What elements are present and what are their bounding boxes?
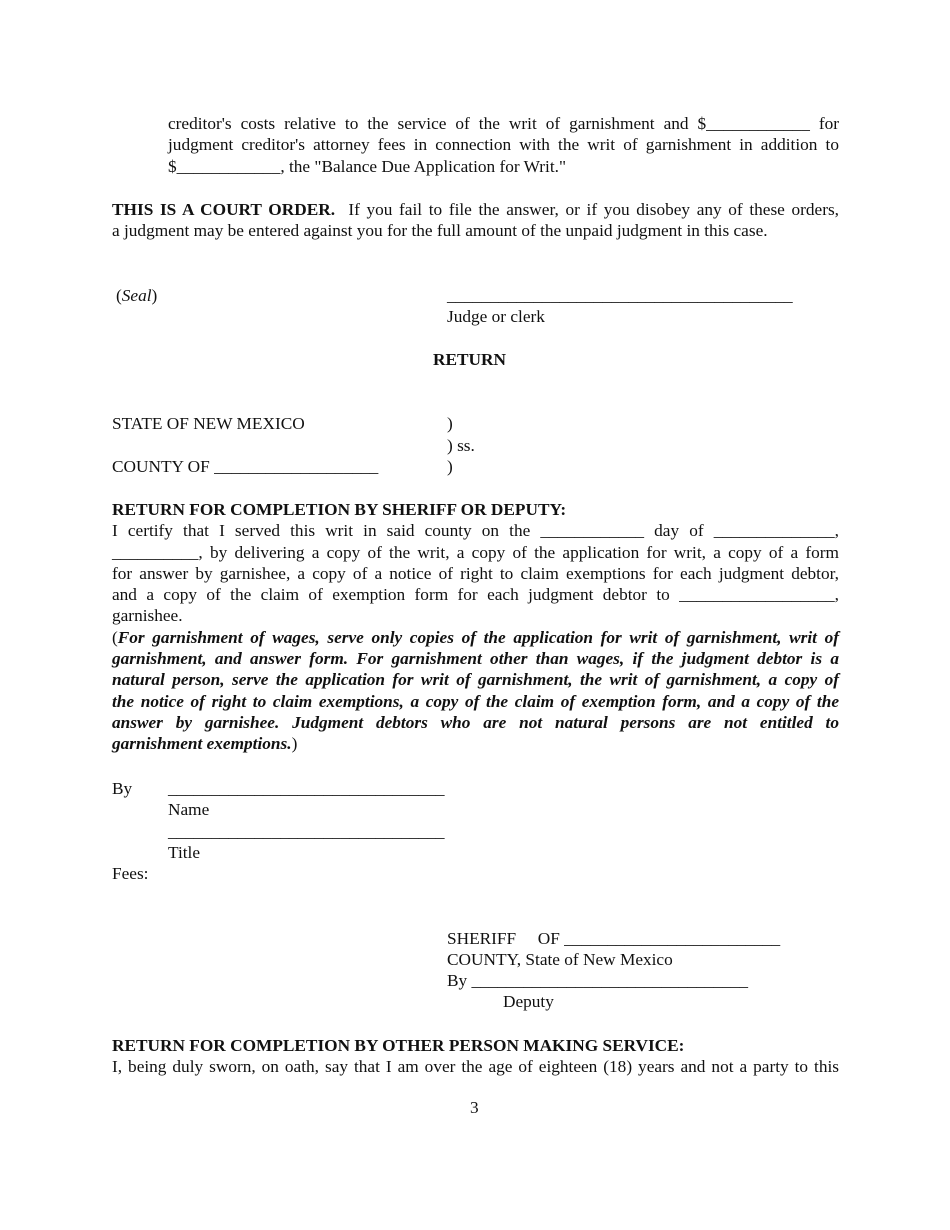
page-number: 3 <box>470 1098 479 1117</box>
service-note-line-5: answer by garnishee. Judgment debtors who are not natural persons are not entitled to <box>112 712 839 732</box>
sheriff-return-line-3: for answer by garnishee, a copy of a notice of right to claim exemptions for each judgment debtor, <box>112 563 839 583</box>
service-note-line-3: natural person, serve the application for writ of garnishment, the writ of garnishment, a copy of <box>112 670 839 690</box>
service-note-text-1: For garnishment of wages, serve only copies of the application for writ of garnishment, writ of <box>117 627 839 647</box>
service-note-line-1 <box>112 627 839 648</box>
service-note-line-2: garnishment, and answer form. For garnishment other than wages, if the judgment debtor is a <box>112 649 839 669</box>
seal-close-paren: ) <box>151 286 158 305</box>
court-order-heading: THIS IS A COURT ORDER. <box>112 200 336 219</box>
intro-paragraph <box>168 113 839 177</box>
service-note-open-paren: ( <box>112 627 118 647</box>
venue-county: COUNTY OF ___________________ <box>112 457 379 476</box>
venue-paren-ss: ) ss. <box>447 436 475 455</box>
sheriff-return-line-2: __________, by delivering a copy of the writ, a copy of the application for writ, a copy of a form <box>112 542 839 562</box>
judge-signature-line: ________________________________________ <box>447 286 793 305</box>
seal-word: Seal <box>121 286 152 305</box>
sheriff-return-line-4: and a copy of the claim of exemption form for each judgment debtor to __________________, <box>112 585 839 605</box>
seal-open-paren: ( <box>116 286 122 305</box>
fees-label: Fees: <box>112 864 149 883</box>
intro-line-3: $____________, the "Balance Due Application for Writ." <box>168 156 566 176</box>
name-signature-line: ________________________________ <box>168 779 445 798</box>
deputy-label: Deputy <box>503 992 554 1011</box>
by-label: By <box>112 779 133 798</box>
service-note-text-6: garnishment exemptions. <box>112 734 292 754</box>
sheriff-by-line: By ________________________________ <box>447 971 748 990</box>
seal-label <box>116 285 157 306</box>
sheriff-return-line-5: garnishee. <box>112 606 183 626</box>
intro-line-2: judgment creditor's attorney fees in connection with the writ of garnishment in addition to <box>168 135 839 155</box>
venue-paren-1: ) <box>447 414 453 433</box>
name-label: Name <box>168 800 210 819</box>
other-return-paragraph <box>112 1056 839 1077</box>
sheriff-of-line: SHERIFF OF _________________________ <box>447 929 781 948</box>
title-signature-line: ________________________________ <box>168 822 445 841</box>
judge-label: Judge or clerk <box>447 307 545 326</box>
other-return-line-1: I, being duly sworn, on oath, say that I am over the age of eighteen (18) years and not a party to this <box>112 1057 839 1076</box>
venue-paren-3: ) <box>447 457 453 476</box>
sheriff-return-line-1: I certify that I served this writ in said county on the ____________ day of ______________, <box>112 521 839 541</box>
court-order-line-1 <box>112 199 839 220</box>
court-order-line-2: a judgment may be entered against you for the full amount of the unpaid judgment in this case. <box>112 221 768 241</box>
court-order-line-1-text: If you fail to file the answer, or if you disobey any of these orders, <box>348 200 839 219</box>
service-note-close-paren: ) <box>291 734 298 754</box>
return-title: RETURN <box>433 350 506 369</box>
title-label: Title <box>168 843 201 862</box>
service-note-line-4: the notice of right to claim exemptions, a copy of the claim of exemption form, and a copy of the <box>112 691 839 711</box>
court-order-paragraph <box>112 199 839 242</box>
service-note-line-6 <box>112 733 839 754</box>
venue-state: STATE OF NEW MEXICO <box>112 414 305 433</box>
other-return-heading: RETURN FOR COMPLETION BY OTHER PERSON MAKING SERVICE: <box>112 1036 685 1055</box>
sheriff-return-section <box>112 499 839 755</box>
sheriff-return-heading: RETURN FOR COMPLETION BY SHERIFF OR DEPUTY: <box>112 500 567 519</box>
intro-line-1: creditor's costs relative to the service of the writ of garnishment and $____________ for <box>168 114 839 133</box>
sheriff-county-line: COUNTY, State of New Mexico <box>447 950 673 969</box>
